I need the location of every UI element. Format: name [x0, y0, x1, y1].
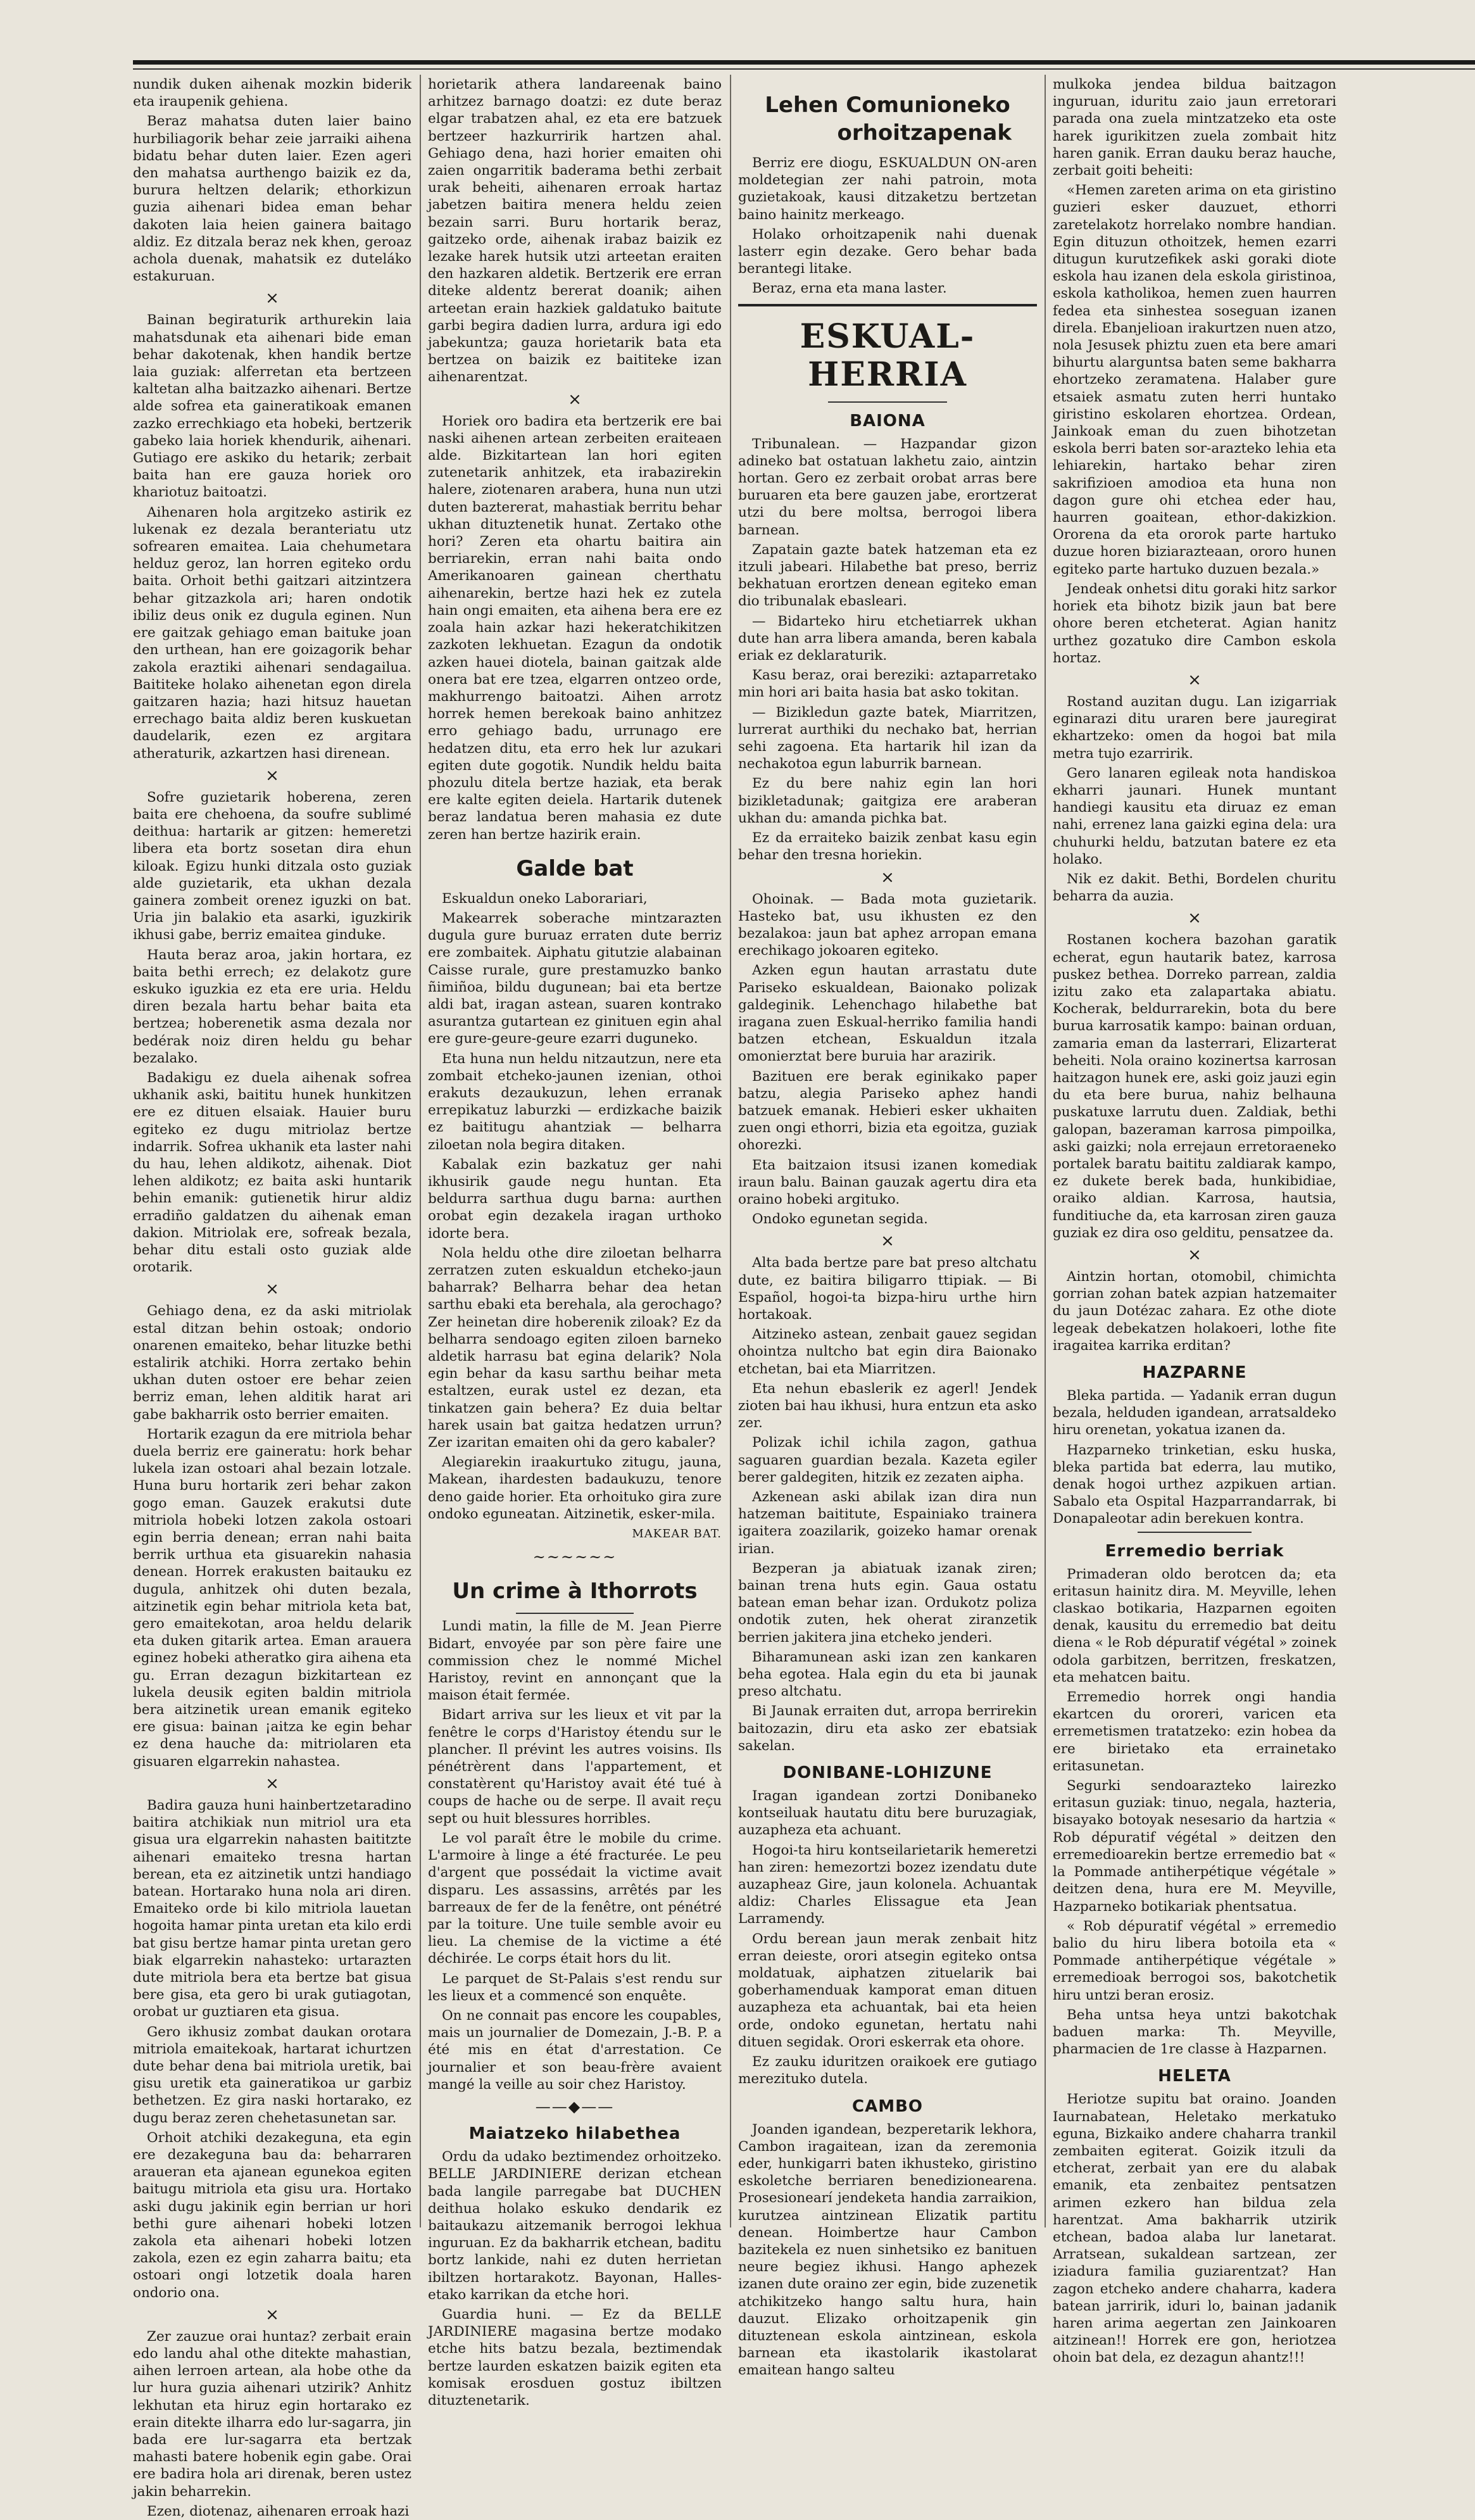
paragraph: Ohoinak. — Bada mota guzietarik. Hasteko bat, usu ikhusten ez den bezalakoa: jaun bat aphez arropan emana erechikago jokoaren egiteko. — [738, 891, 1037, 959]
paragraph: Lundi matin, la fille de M. Jean Pierre Bidart, envoyée par son père faire une commission chez le nommé Michel Haristoy, revint en annonçant que la maison était fermée. — [428, 1618, 722, 1704]
paragraph: Nik ez dakit. Bethi, Bordelen churitu beharra da auzia. — [1053, 871, 1336, 905]
section-title-hazparne: HAZPARNE — [1142, 1363, 1247, 1383]
article-subtitle-comunion: orhoitzapenak — [837, 120, 1012, 146]
section-title-erremedio: Erremedio berriak — [1105, 1541, 1284, 1561]
paragraph: Ez du bere nahiz egin lan hori bizikletadunak; gaitgiza ere araberan ukhan du: amanda pichka bat. — [738, 776, 1037, 826]
divider — [828, 401, 948, 403]
column-2 — [428, 76, 722, 2409]
paragraph: Eta baitzaion itsusi izanen komediak iraun balu. Bainan gauzak agertu dira eta oraino hobeki argituko. — [738, 1157, 1037, 1207]
signature: MAKEAR BAT. — [632, 1527, 722, 1541]
paragraph: Horiek oro badira eta bertzerik ere bai naski aihenen artean zerbeiten eraiteaen alde. Bizkitartean lan hori egiten zutenetarik anhitzek, eta irabazirekin halere, ziotenaren arabera, huna nun utzi duten baztererat, mahastiak berritu behar ukhan dituztenetik hunat. Zertako othe hori? Zeren eta ohartu baitira ain berriarekin, erran nahi baita ondo Amerikanoaren gainean cherthatu aihenarekin, bertze hazi hek ez zutela hain ongi emaiten, eta aihena bera ere ez zoala hain azkar hazi hekeratchikitzen zazkoten lekhuetan. Ezagun da ondotik azken hauei diotela, bainan gaitzak alde onera bat ere tzea, elgarren ontzeo orde, makhurrengo baitoatzi. Aihen arrotz horrek hemen berekoak baino anhitzez erro gehiago badu, urrunago ere hedatzen ditu, eta erro hek lur azukari egiten dute gogotik. Nundik heldu baita phozulu ditela bertze haziak, eta berak ere kalte egiten deiela. Hartarik dutenek beraz landatua beren mahasia ez dute zeren han bertze hazirik erain. — [428, 413, 722, 843]
paragraph: Bi Jaunak erraiten dut, arropa berrirekin baitozazin, diru eta asko zer ebatsiak sakelan. — [738, 1703, 1037, 1754]
paragraph: Beraz, erna eta mana laster. — [752, 280, 947, 297]
paragraph: Eta huna nun heldu nitzautzun, nere eta zombait etcheko-jaunen izenian, othoi erakuts dezaukuzun, lehen erranak errepikatuz laburzki — erdizkache baizik ez baititugu ahantziak — belharra ziloetan nola begira ditaken. — [428, 1050, 722, 1153]
paragraph: Badakigu ez duela aihenak sofrea ukhanik aski, baititu hunek hunkitzen ere ez dituen elsaiak. Hauier buru egiteko ez dugu mitriolaz bertze indarrik. Sofrea ukhanik eta laster nahi du hau, lehen aldikotz, aihenak. Diot lehen aldikotz; ez baita aski huntarik behin emanik: gutienetik hirur aldiz erradiño galdatzen du aihenak eman dakion. Mitriolak ere, sofreak bezala, behar ditu estali osto guziak alde orotarik. — [133, 1069, 411, 1276]
paragraph: Bainan begiraturik arthurekin laia mahatsdunak eta aihenari bide eman behar dakotenak, khen handik bertze laia guziak: alferretan eta bertzeen kaltetan alha baitzazko aihenari. Bertze alde sofrea eta gaineratikoak emanen zazko errechkiago eta hobeki, bertzerik gabeko laia horiek khendurik, aihenari. Gutiago ere askiko du hetarik; zerbait baita han ere gauza horiek oro khariotuz baitoatzi. — [133, 312, 411, 501]
paragraph: — Bidarteko hiru etchetiarrek ukhan dute han arra libera amanda, beren kabala eriak ez deklaraturik. — [738, 613, 1037, 664]
paragraph: Alegiarekin iraakurtuko zitugu, jauna, Makean, ihardesten badaukuzu, tenore deno gaide horier. Eta orhoituko gira zure ondoko eguneatan. Aitzinetik, esker-mila. — [428, 1454, 722, 1522]
article-title-maiatz: Maiatzeko hilabethea — [468, 2124, 681, 2144]
section-mark: × — [1188, 1245, 1202, 1264]
paragraph: Segurki sendoarazteko lairezko eritasun guziak: tinuo, negala, hazteria, bisayako botoyak nesesario da hartzia « Rob dépuratif végétal » deitzen den erremedioarekin bertze erremedio bat « la Pommade antiherpétique végétale » deitzen dena, hura ere M. Meyville, Hazparneko botikariak phentsatua. — [1053, 1778, 1336, 1915]
paragraph: Eta nehun ebaslerik ez agerl! Jendek zioten bai hau ikhusi, hura entzun eta asko zer. — [738, 1380, 1037, 1432]
column-3 — [738, 76, 1037, 2379]
section-mark: × — [881, 1232, 894, 1251]
paragraph: Bidart arriva sur les lieux et vit par la fenêtre le corps d'Haristoy étendu sur le plancher. Il prévint les autres voisins. Ils pénétrèrent dans l'appartement, et constatèrent qu'Haristoy avait été tué à coups de hache ou de serpe. Il avait reçu sept ou huit blessures horribles. — [428, 1707, 722, 1827]
paragraph: Kabalak ezin bazkatuz ger nahi ikhusirik gaude negu huntan. Eta beldurra sarthua dugu barna: aurthen orobat egin dezakela iragan urthoko idorte bera. — [428, 1156, 722, 1242]
ornament-divider: ——◆—— — [535, 2097, 615, 2115]
paragraph: Tribunalean. — Hazpandar gizon adineko bat ostatuan lakhetu zaio, aintzin hortan. Gero ez zerbait orobat arras bere buruaren eta bere gauzen jabe, erortzerat utzi du bere moltsa, berrogoi libera barnean. — [738, 436, 1037, 538]
paragraph: Beha untsa heya untzi bakotchak baduen marka: Th. Meyville, pharmacien de 1re classe à Hazparnen. — [1053, 2007, 1336, 2058]
paragraph: Azkenean aski abilak izan dira nun hatzeman baititute, Espainiako trainera igaitera zoazilarik, goizeko hamar orenak irian. — [738, 1489, 1037, 1557]
paragraph: Ez zauku iduritzen oraikoek ere gutiago merezituko dutela. — [738, 2054, 1037, 2088]
section-title-donibane: DONIBANE-LOHIZUNE — [782, 1763, 993, 1783]
paragraph: Gero ikhusiz zombat daukan orotara mitriola emaitekoak, hartarat ichurtzen dute behar dena bai mitriola uretik, bai gisu uretik eta gaineratikoa ur garbiz bethetzen. Ez gira naski hortarako, ez dugu beraz zeren chehetasunetan sar. — [133, 2024, 411, 2126]
paragraph: Beraz mahatsa duten laier baino hurbiliagorik behar zeie jarraiki aihena bidatu behar duten laier. Ezen ageri den mahatsa aurthengo baizik ez da, burura heltzen delarik; ethorkizun guzia aihenari bidea eman behar dakoten laia heien gainera baitago aldiz. Ez ditzala beraz nek khen, geroaz achola duenak, mahatsik ez duteláko estakuruan. — [133, 113, 411, 285]
divider — [516, 1613, 634, 1614]
paragraph: Heriotze supitu bat oraino. Joanden Iaurnabatean, Heletako merkatuko eguna, Bizkaiko andere chaharra trankil zembaiten egiterat. Goizik itzuli da etcherat, zerbait yan ere du alabak emanik, eta zenbaitez pentsatzen arimen ezkero han bildua zela harentzat. Ama bakharrik utzirik etchean, badoa alaba lur lanetarat. Arratsean, sukaldean sartzean, zer iziadura familia guziarentzat? Han zagon etcheko andere chaharra, kadera batean jarririk, iduri lo, bainan jadanik haren arima aegertan zen Jainkoaren aitzinean!! Horrek ere gon, heriotzea ohoin bat dela, ez dezagun ahantz!!! — [1053, 2091, 1336, 2366]
section-mark: × — [265, 2305, 279, 2324]
section-mark: × — [265, 289, 279, 308]
paragraph: Berriz ere diogu, ESKUALDUN ON-aren moldetegian zer nahi patroin, mota guzietakoak, kausi ditzaketzu bertzetan baino hainitz merkeago. — [738, 155, 1037, 223]
paragraph: Azken egun hautan arrastatu dute Pariseko eskualdean, Baionako polizak galdeginik. Lehenchago hilabethe bat iragana zuen Eskual-herriko familia handi batzen etchean, Eskualdun itzala omonierztat bere buruia har arazirik. — [738, 962, 1037, 1065]
paragraph: Rostand auzitan dugu. Lan izigarriak eginarazi ditu uraren bere jauregirat ekhartzeko: omen da hogoi bat mila metra tujo ezarririk. — [1053, 693, 1336, 762]
paragraph: Rostanen kochera bazohan garatik echerat, egun hautarik batez, karrosa puskez bethea. Dorreko parrean, zaldia izitu zako eta zalapartaka abiatu. Kocherak, beldurrarekin, bota du bere burua karrosatik kampo: bainan orduan, zamaria eman da lasterrari, Elizarterat beheiti. Nola oraino kozinertsa karrosan haitzagon hunek ere, aski goiz jauzi egin du eta bere burua, nahiz belhauna puskatuxe larrutu duen. Zaldiak, bethi galopan, bazeraman karrosa pimpoilka, aski gaizki; nola errejaun erretoraeneko portalek baratu baititu zaldiarak kampo, ez dukete berek bada, hunkibidiae, oraiko aldian. Karrosa, hautsia, funditiuche da, eta karrosan ziren gauza guziak ez dira oso gelditu, pensatzee da. — [1053, 932, 1336, 1241]
section-mark: × — [568, 389, 582, 409]
paragraph: Bezperan ja abiatuak izanak ziren; bainan trena huts egin. Gaua ostatu batean eman behar izan. Ordukotz poliza ondotik zuten, hek oherat ziranzetik berrien jakitera jina etcheko jenderi. — [738, 1560, 1037, 1646]
article-title-crime: Un crime à Ithorrots — [452, 1578, 698, 1604]
paragraph: Erremedio horrek ongi handia ekartcen du ororeri, varicen eta erremetismen tratatzeko: ezin hobea da ere birietako eta errainetako eritasunetan. — [1053, 1689, 1336, 1774]
paragraph: Aihenaren hola argitzeko astirik ez lukenak ez dezala beranteriatu utz sofrearen emaitea. Laia chehumetara helduz geroz, lan horren egiteko ordu baita. Orhoit bethi gaitzari aitzintzera behar gitzazkola ari; haren ondotik ibiliz deus onik ez dugula eginen. Nun ere gaitzak gehiago eman baituke joan den urthean, han ere goizagorik behar zakola eraztiki aihenari sendagailua. Baititeke holako aihenetan egon direla gaitzaren hazia; hazi hitsuz hauetan errechago baita aldiz beren kuskuetan daudelarik, ezen ez argitara atheraturik, azkartzen hasi direnean. — [133, 504, 411, 762]
paragraph: Gehiago dena, ez da aski mitriolak estal ditzan behin ostoak; ondorio onarenen emaiteko, behar lituzke bethi estalirik atchiki. Horra zertako behin ukhan duten ostoer ere behar zeien berriz eman, lehen alditik harat ari gabe bakharrik osto berrier emaiten. — [133, 1303, 411, 1423]
paragraph: Zapatain gazte batek hatzeman eta ez itzuli jabeari. Hilabethe bat preso, berriz bekhatuan erortzen denean egiteko eman dio tribunalak ebasleari. — [738, 541, 1037, 610]
header-rule-thin — [133, 68, 1475, 70]
paragraph: Nola heldu othe dire ziloetan belharra zerratzen zuten eskualdun etcheko-jaun baharrak? Belharra behar dea hetan sarthu ebaki eta berehala, ala gerochago? Zer heinetan dire hoberenik ziloak? Ez da belharra sendoago egiten ziloen barneko aldetik harrasu bat egina delarik? Nola egin behar da kasu sarthu beihar meta estaltzen, eurak ustel ez dezan, eta tinkatzen gain behera? Ez duia beltar harek usain bat gaitza hedatzen urrun? Zer izaritan emaiten ohi da gero kabaler? — [428, 1245, 722, 1451]
paragraph: Bleka partida. — Yadanik erran dugun bezala, helduden igandean, arratsaldeko hiru orenetan, yokatua izanen da. — [1053, 1388, 1336, 1439]
paragraph: Le vol paraît être le mobile du crime. L'armoire à linge a été fracturée. Le peu d'argent que possédait la victime avait disparu. Les assassins, arrêtés par les barreaux de fer de la fenêtre, ont pénétré par la toiture. Une tuile semble avoir eu lieu. La chemise de la victime a été déchirée. Le corps était hors du lit. — [428, 1830, 722, 1967]
paragraph: « Rob dépuratif végétal » erremedio balio du hiru libera botoila eta « Pommade antiherpétique végétale » erremedioak berrogoi sos, bakotchetik hiru untzi beran erosiz. — [1053, 1918, 1336, 2003]
paragraph: Ezen, diotenaz, aihenaren erroak hazi — [147, 2503, 410, 2519]
paragraph: nundik duken aihenak mozkin biderik eta iraupenik gehiena. — [133, 77, 411, 110]
paragraph: Hortarik ezagun da ere mitriola behar duela berriz ere gaineratu: hork behar lukela izan ostoari ahal bezain lotzale. Huna buru hortarik zeri behar zakon gogo eman. Gauzek erakutsi dute mitriola hobeki lotzen zakola ostoari egin berria denean; erran nahi baita berrik urthua eta gisuarekin nahasia denean. Horrek erakusten baitauku ez dugula, anhitzek ohi duten bezala, aitzinetik egin behar mitriola keta bat, gero emaitekotan, aroa heldu delarik eta duken gitarik artea. Eman arauera eginez hobeki atheratko gira aihena eta gu. Erran dezagun bizkitartean ez lukela deusik egiten baldin mitriola bera aitzinetik urean emanik egiteko ere gisua: bainan ¡aitza ke egin behar ez dena hauche da: mitriolaren eta gisuaren elgarrekin nahastea. — [133, 1426, 411, 1770]
paragraph: Le parquet de St-Palais s'est rendu sur les lieux et a commencé son enquête. — [428, 1970, 722, 2004]
paragraph: Aitzineko astean, zenbait gauez segidan ohointza nultcho bat egin dira Baionako etchetan, bai eta Miarritzen. — [738, 1326, 1037, 1377]
paragraph: Ordu da udako beztimendez orhoitzeko. BELLE JARDINIERE derizan etchean bada langile parregabe bat DUCHEN deithua holako eskuko dendarik ez baitaukazu aitzemanik berrogoi lekhua inguruan. Ez da bakharrik etchean, baditu bortz lankide, nahi ez duten herrietan ibiltzen hortarakotz. Bayonan, Halles-etako karrikan da etche hori. — [428, 2149, 722, 2303]
ornament-divider: ~~~~~~ — [532, 1548, 617, 1566]
header-rule — [133, 60, 1475, 65]
paragraph: Gero lanaren egileak nota handiskoa ekharri jaunari. Hunek muntant handiegi kausitu eta diruaz ez eman nahi, errenez lana gaizki egina dela: ura chuhurki heldu, batzutan batere ez eta holako. — [1053, 765, 1336, 867]
section-mark: × — [1188, 670, 1202, 690]
column-separator — [730, 75, 731, 2227]
paragraph: Primaderan oldo berotcen da; eta eritasun hainitz dira. M. Meyville, lehen claskao botikaria, Hazparnen egoiten denak, kausitu du erremedio bat deitu diena « le Rob dépuratif végétal » zoinek odola garbitzen, berritzen, freskatzen, eta mehatcen baitu. — [1053, 1566, 1336, 1685]
paragraph: Eskualdun oneko Laborariari, — [442, 890, 648, 907]
article-title-comunion: Lehen Comunioneko — [765, 92, 1010, 118]
paragraph: Alta bada bertze pare bat preso altchatu dute, ez baitira biligarro ttipiak. — Bi Español, hogoi-ta bizpa-hiru urthe hirn hortakoak. — [738, 1255, 1037, 1323]
paragraph: Orhoit atchiki dezakeguna, eta egin ere dezakeguna bau da: beharraren araueran eta ajanean egunekoa egiten baitugu mitriola eta gisu ura. Hortako aski dugu jakinik egin berrian ur hori bethi gure aihenari hobeki lotzen zakola eta aihenari hobeki lotzen zakola, ezen ez egin zaharra baitu; eta ostoari ongi lotzetik doala haren ondorio ona. — [133, 2129, 411, 2301]
paragraph: Hogoi-ta hiru kontseilarietarik hemeretzi han ziren: hemezortzi bozez izendatu dute auzapheaz Gire, jaun kolonela. Achuantak aldiz: Charles Elissague eta Jean Larramendy. — [738, 1842, 1037, 1927]
paragraph: Kasu beraz, orai bereziki: aztaparretako min hori ari baita hasia bat asko tokitan. — [738, 667, 1037, 701]
paragraph: Ordu berean jaun merak zenbait hitz erran deieste, orori atseɡin egiteko ontsa moldatuak, aiphatzen zituelarik bai goberhamenduak kamporat eman dituen auzapheza eta achuantak, bai eta heien orde, ondoko egunetan, hertatu nahi dituen segidak. Orori eskerrak eta ohore. — [738, 1931, 1037, 2050]
column-separator — [1045, 75, 1046, 2227]
paragraph: Bazituen ere berak eginikako paper batzu, alegia Pariseko aphez handi batzuek emanak. Hebieri esker ukhaiten zuen ongi ethorri, bizia eta egoitza, guziak ohorezki. — [738, 1068, 1037, 1154]
section-title-cambo: CAMBO — [852, 2096, 923, 2116]
section-mark: × — [1188, 909, 1202, 928]
paragraph: Makearrek soberache mintzarazten dugula gure buruaz erraten dute berriz ere zombaitek. Aiphatu gitutzie alabainan Caisse rurale, gure prestamuzko banko ñimiñoa, bildu dugunean; bai eta bertze aldi bat, iragan astean, suaren kontrako asurantza gutartean ez ginituen egin ahal ere gure-geure-geure ezarri duguneko. — [428, 910, 722, 1047]
paragraph: Holako orhoitzapenik nahi duenak lasterr egin dezake. Gero behar bada berantegi litake. — [738, 226, 1037, 277]
section-mark: × — [265, 1280, 279, 1299]
paragraph: Iragan igandean zortzi Donibaneko kontseiluak hautatu ditu bere buruzagiak, auzapheza eta achuant. — [738, 1788, 1037, 1839]
section-title-heleta: HELETA — [1158, 2067, 1231, 2086]
paragraph: Ondoko egunetan segida. — [752, 1211, 928, 1228]
column-separator — [420, 75, 421, 2227]
paragraph: Jendeak onhetsi ditu goraki hitz sarkor horiek eta bihotz bizik jaun bat bere ohore beren etcheterat. Agian hanitz urthez gozatuko dire Cambon eskola hortaz. — [1053, 581, 1336, 666]
paragraph: Guardia huni. — Ez da BELLE JARDINIERE magasina bertze modako etche hits batzu bezala, beztimendak bertze laurden eskatzen baizik egiten eta komisak erosduen gostuz ibiltzen dituztenetarik. — [428, 2306, 722, 2409]
paragraph: Zer zauzue orai huntaz? zerbait erain edo landu ahal othe ditekte mahastian, aihen lerroen artean, ala hobe othe da lur hura guzia aihenari utzirik? Anhitz lekhutan eta hiruz egin hortarako ez erain ditekte ilharra edo lur-sagarra, jin bada ere lur-sagarra eta bertzak mahasti batere hobenik egin gabe. Orai ere badira hola ari direnak, beren ustez jakin beharrekin. — [133, 2328, 411, 2500]
paragraph: Sofre guzietarik hoberena, zeren baita ere chehoena, da soufre sublimé deithua: hartarik ar gitzen: hemeretzi libera eta bortz sosetan dira ehun kiloak. Egizu hunki ditzala osto guziak alde guzietarik, eta ukhan dezala gainera zombeit orenez iguzki on bat. Uria jin balakio eta asarki, iguzkirik ikhusi gabe, berriz emaitea ginduke. — [133, 789, 411, 943]
article-title-galde: Galde bat — [516, 855, 634, 881]
divider — [1138, 1532, 1251, 1533]
section-title-baiona: BAIONA — [850, 411, 926, 431]
section-mark: × — [265, 1773, 279, 1793]
paragraph: Joanden igandean, bezperetarik lekhora, Cambon iragaitean, izan da zeremonia eder, hunkigarri baten ikhusteko, giristino eskoletche berriaren benedizionearena. Prosesionearí jendeketa handia zarraikion, kurutzea aintzinean Elizatik partitu denean. Hoimbertze haur Cambon bazitekela ez nuen sinhetsiko ez banituen neure begiez ikhusi. Hango aphezek izanen dute oraino zer egin, bide zuzenetik atchikitzeko hango saltu hura, hain dauzut. Elizako orhoitzapenik gin dituztenean eskola aintzinean, eskola barnean eta ikastolarik ikastolarat emaitean hango salteu — [738, 2121, 1037, 2379]
paragraph: Polizak ichil ichila zagon, gathua saguaren guardian bezala. Kazeta egiler berer galdegiten, hitzik ez zezaten aipha. — [738, 1435, 1037, 1485]
divider — [738, 304, 1037, 306]
paragraph: Hauta beraz aroa, jakin hortara, ez baita bethi errech; ez delakotz gure eskuko iguzkia ez eta ere uria. Heldu diren bezala hartu behar baita eta bertzea; hoberenetik asma dezala nor bedérak noiz diren heldu gu behar bezalako. — [133, 947, 411, 1066]
paragraph: horietarik athera landareenak baino arhitzez barnago doatzi: ez dute beraz elgar trabatzen ahal, ez eta ere batzuek bertzeer hazkurririk hartzen ahal. Gehiago dena, hazi horier emaiten ohi zaien ongarritik baderama bethi zerbait urak beheiti, aihenaren erroak hartaz jabetzen baitira menera heldu zeien bezain sarri. Buru hortarik beraz, gaitzeko orde, aihenak irabaz baizik ez lezake harek hutsik utzi arteetan eraiten den hazkaren aldetik. Bertzerik ere erran diteke aldentz bererat doanik; aihen arteetan erain hazkiek galdatuko baitute garbi begira dadien lurra, ardura igi edo jabekuntza; gauza horietarik bata eta bertzea on baizik ez baititeke izan aihenarentzat. — [428, 77, 722, 386]
section-title-eskual-herria: ESKUAL-HERRIA — [800, 317, 976, 394]
paragraph: On ne connait pas encore les coupables, mais un journalier de Domezain, J.-B. P. a été mis en état d'arrestation. Ce journalier et son beau-frère avaient mangé la veille au soir chez Haristoy. — [428, 2007, 722, 2093]
paragraph: mulkoka jendea bildua baitzagon inguruan, iduritu zaio jaun erretorari parada ona zuela mintzatzeko eta oste harek igurikitzen zuela zombait hitz haren ganik. Erran dauku beraz hauche, zerbait goiti beheiti: — [1053, 77, 1336, 179]
paragraph: Aintzin hortan, otomobil, chimichta gorrian zohan batek azpian hatzemaiter du jaun Dotézac zahara. Ez othe diote legeak debekatzen holakoeri, lothe fite iragaitea karrika erditan? — [1053, 1269, 1336, 1354]
column-1 — [133, 76, 411, 2519]
section-mark: × — [881, 867, 894, 887]
paragraph: Badira gauza huni hainbertzetaradino baitira atchikiak nun mitriol ura eta gisua ura elgarrekin nahasten baititzte aihenari emaiteko tresna hartan berean, eta ez aitzinetik untzi handiago batean. Hortarako huna nola ari diren. Emaiteko orde bi kilo mitriola lauetan hogoita hamar pinta uretan eta kilo erdi bat gisu bertze hamar pinta uretan gero biak elgarrekin nahasteko: urtarazten dute mitriola bera eta bertze bat gisua bere gisa, eta gero bi urak gutiagotan, orobat ur guztiaren eta gisua. — [133, 1797, 411, 2020]
paragraph: Biharamunean aski izan zen kankaren beha egotea. Hala egin du eta bi jaunak preso altchatu. — [738, 1649, 1037, 1700]
section-mark: × — [265, 765, 279, 785]
paragraph: Hazparneko trinketian, esku huska, bleka partida bat ederra, lau mutiko, denak hogoi urthez azpikuen artian. Sabalo eta Ospital Hazparrandarrak, bi Donapaleotar adin berekuen kontra. — [1053, 1442, 1336, 1527]
column-4 — [1053, 76, 1336, 2366]
paragraph: Ez da erraiteko baizik zenbat kasu egin behar den tresna horiekin. — [738, 830, 1037, 864]
paragraph: «Hemen zareten arima on eta giristino guzieri esker dauzuet, ethorri zaretelakotz horrelako nombre handian. Egin dituzun othoitzek, hemen ezarri ditugun kurutzefikek aski goraki diote eskola hau izanen dela eskola giristinoa, eskola katholikoa, hemen zuen haurren fedea eta sinhestea soseguan izanen direla. Ebanjelioan irakurtzen nuen atzo, nola Jesusek phiztu zuen eta bere amari bihurtu alarguntsa baten seme bakharra ehortzeko zeramatena. Halaber gure etsaiek asmatu zuten herri huntako giristino eskolaren ehortzea. Ordean, Jainkoak eman du zuen bihotzetan eskola berri baten sor-arazteko lehia eta lehiarekin, hartako behar ziren sakrifizioen amodioa eta huna non dagon gure ohi etchea eder hau, haurren goaitean, ethor-dakizkion. Ororena da eta ororok parte hartuko duzue horen biziarazteaan, ororo hunen egiteko parte hartuko duzuen bezala.» — [1053, 182, 1336, 577]
paragraph: — Bizikledun gazte batek, Miarritzen, lurrerat aurthiki du nechako bat, herrian sehi zagoena. Eta hartarik hil izan da nechakotoa egun laburrik barnean. — [738, 704, 1037, 772]
